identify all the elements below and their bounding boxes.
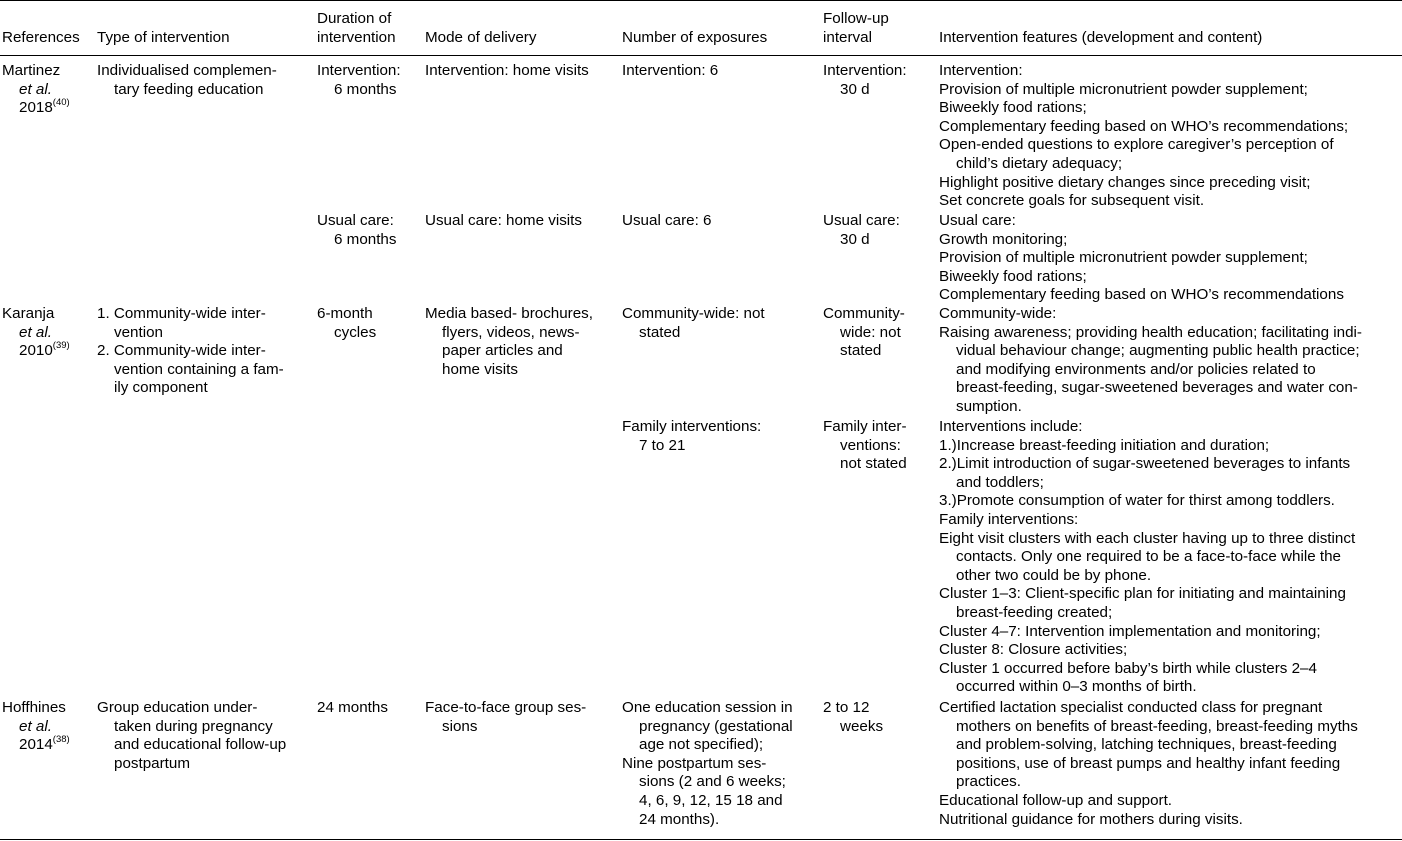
features-cell: Usual care: Growth monitoring; Provision of multiple micronutrient powder supplement; Biweekly food rations; Complementary feeding based on WHO’s recommendations (939, 212, 1344, 304)
exposures-cell: Community-wide: not stated (622, 305, 765, 341)
followup-cell: Intervention: 30 d (823, 62, 907, 98)
top-rule (0, 0, 1402, 1)
header-exposures: Number of exposures (622, 29, 768, 46)
header-followup: Follow-up interval (823, 10, 889, 46)
reference-cell: Hoffhines et al. 2014$^{(38)}$ (2, 699, 70, 754)
features-cell: Intervention: Provision of multiple micronutrient powder supplement; Biweekly food rations; Complementary feeding based on WHO’s recommendations; Open-ended questions to explore caregiver’s perception of child’s dietary adequacy; Highlight positive dietary changes since preceding visit; Set concrete goals for subsequent visit. (939, 62, 1349, 210)
duration-cell: 6-month cycles (317, 305, 377, 341)
header-references: References (2, 29, 80, 46)
followup-cell: Community- wide: not stated (823, 305, 905, 360)
type-cell: Individualised complemen- tary feeding education (97, 62, 277, 98)
duration-cell: Intervention: 6 months (317, 62, 401, 98)
bottom-rule (0, 839, 1402, 840)
header-features: Intervention features (development and content) (939, 29, 1263, 46)
followup-cell: 2 to 12 weeks (823, 699, 884, 735)
features-cell: Community-wide: Raising awareness; providing health education; facilitating indi- vidual behaviour change; augmenting public health practice; and modifying environments and/or policies related to breast-feeding, sugar-sweetened beverages and water con- sumption. (939, 305, 1362, 415)
exposures-cell: Intervention: 6 (622, 62, 719, 79)
mode-cell: Usual care: home visits (425, 212, 582, 229)
followup-cell: Family inter- ventions: not stated (823, 418, 907, 473)
mode-cell: Media based- brochures, flyers, videos, news- paper articles and home visits (425, 305, 593, 378)
features-cell: Certified lactation specialist conducted class for pregnant mothers on benefits of breast-feeding, breast-feeding myths and problem-solving, latching techniques, breast-feeding positions, use of breast pumps and healthy infant feeding practices. Educational follow-up and support. Nutritional guidance for mothers during visits. (939, 699, 1358, 828)
mode-cell: Intervention: home visits (425, 62, 589, 79)
exposures-cell: One education session in pregnancy (gestational age not specified); Nine postpartum ses- sions (2 and 6 weeks; 4, 6, 9, 12, 15 18 and 24 months). (622, 699, 793, 828)
reference-cell: Martinez et al. 2018$^{(40)}$ (2, 62, 70, 117)
followup-cell: Usual care: 30 d (823, 212, 900, 248)
duration-cell: 24 months (317, 699, 388, 716)
reference-cell: Karanja et al. 2010$^{(39)}$ (2, 305, 70, 360)
features-cell: Interventions include: 1.)Increase breast-feeding initiation and duration; 2.)Limit introduction of sugar-sweetened beverages to infants and toddlers; 3.)Promote consumption of water for thirst among toddlers. Family interventions: Eight visit clusters with each cluster having up to three distinct contacts. Only one required to be a face-to-face while the other two could be by phone. Cluster 1–3: Client-specific plan for initiating and maintaining breast-feeding created; Cluster 4–7: Intervention implementation and monitoring; Cluster 8: Closure activities; Cluster 1 occurred before baby’s birth while clusters 2–4 occurred within 0–3 months of birth. (939, 418, 1356, 696)
header-mode: Mode of delivery (425, 29, 537, 46)
exposures-cell: Usual care: 6 (622, 212, 712, 229)
header-type: Type of intervention (97, 29, 230, 46)
type-cell: Group education under- taken during pregnancy and educational follow-up postpartum (97, 699, 287, 772)
type-cell: 1. Community-wide inter- vention 2. Community-wide inter- vention containing a fam- ily component (97, 305, 284, 397)
header-rule (0, 55, 1402, 56)
duration-cell: Usual care: 6 months (317, 212, 397, 248)
exposures-cell: Family interventions: 7 to 21 (622, 418, 762, 454)
header-duration: Duration of intervention (317, 10, 396, 46)
mode-cell: Face-to-face group ses- sions (425, 699, 587, 735)
